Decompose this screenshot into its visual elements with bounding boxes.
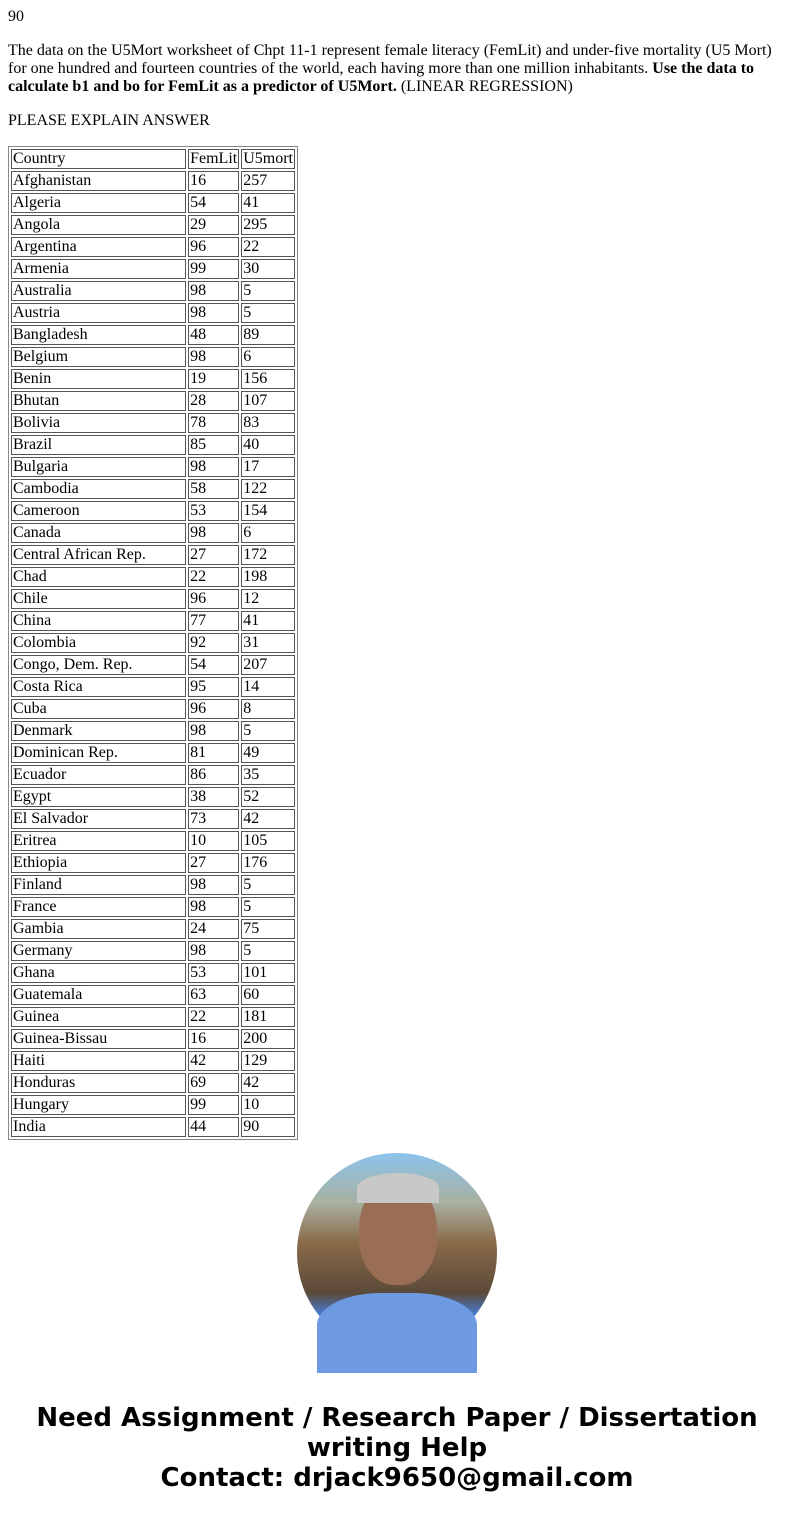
cell-country: Cambodia — [11, 479, 186, 499]
cell-u5mort: 5 — [241, 875, 295, 895]
table-row — [11, 743, 295, 763]
cell-country: Costa Rica — [11, 677, 186, 697]
table-row — [11, 171, 295, 191]
table-row — [11, 831, 295, 851]
cell-country: Eritrea — [11, 831, 186, 851]
table-row — [11, 1007, 295, 1027]
table-row — [11, 985, 295, 1005]
cell-femlit: 58 — [188, 479, 239, 499]
cell-country: Dominican Rep. — [11, 743, 186, 763]
table-row — [11, 699, 295, 719]
cell-country: Bangladesh — [11, 325, 186, 345]
cell-country: Benin — [11, 369, 186, 389]
cell-femlit: 85 — [188, 435, 239, 455]
table-row — [11, 435, 295, 455]
cell-femlit: 98 — [188, 523, 239, 543]
cell-femlit: 98 — [188, 281, 239, 301]
table-row — [11, 215, 295, 235]
cell-u5mort: 75 — [241, 919, 295, 939]
cell-country: Australia — [11, 281, 186, 301]
cell-country: India — [11, 1117, 186, 1137]
table-header-row — [11, 149, 295, 169]
cell-u5mort: 10 — [241, 1095, 295, 1115]
cell-u5mort: 90 — [241, 1117, 295, 1137]
table-row — [11, 941, 295, 961]
cell-femlit: 63 — [188, 985, 239, 1005]
cell-femlit: 96 — [188, 237, 239, 257]
cell-country: Colombia — [11, 633, 186, 653]
table-row — [11, 369, 295, 389]
cell-country: Canada — [11, 523, 186, 543]
cell-femlit: 77 — [188, 611, 239, 631]
table-row — [11, 545, 295, 565]
cell-country: Gambia — [11, 919, 186, 939]
cell-femlit: 24 — [188, 919, 239, 939]
cell-femlit: 96 — [188, 699, 239, 719]
table-row — [11, 281, 295, 301]
table-row — [11, 655, 295, 675]
footer-line1: Need Assignment / Research Paper / Dissertation writing Help — [36, 1403, 758, 1463]
cell-country: Germany — [11, 941, 186, 961]
cell-u5mort: 176 — [241, 853, 295, 873]
cell-femlit: 38 — [188, 787, 239, 807]
cell-femlit: 95 — [188, 677, 239, 697]
cell-country: Chad — [11, 567, 186, 587]
table-row — [11, 457, 295, 477]
cell-femlit: 99 — [188, 1095, 239, 1115]
cell-femlit: 98 — [188, 721, 239, 741]
cell-u5mort: 295 — [241, 215, 295, 235]
table-row — [11, 677, 295, 697]
cell-country: Bolivia — [11, 413, 186, 433]
table-row — [11, 633, 295, 653]
table-row — [11, 1117, 295, 1137]
table-row — [11, 963, 295, 983]
cell-u5mort: 257 — [241, 171, 295, 191]
cell-u5mort: 83 — [241, 413, 295, 433]
cell-country: Algeria — [11, 193, 186, 213]
table-row — [11, 787, 295, 807]
table-row — [11, 237, 295, 257]
cell-u5mort: 181 — [241, 1007, 295, 1027]
cell-femlit: 98 — [188, 303, 239, 323]
data-table — [8, 146, 298, 1140]
cell-u5mort: 30 — [241, 259, 295, 279]
cell-femlit: 54 — [188, 193, 239, 213]
cell-country: France — [11, 897, 186, 917]
table-row — [11, 523, 295, 543]
intro-text: The data on the U5Mort worksheet of Chpt 11-1 represent female literacy (FemLit) and under-five mortality (U5 Mort) for one hundred and fourteen countries of the world, each having more than one million inhabitants. — [8, 42, 772, 77]
table-row — [11, 809, 295, 829]
cell-u5mort: 17 — [241, 457, 295, 477]
cell-country: Haiti — [11, 1051, 186, 1071]
cell-femlit: 78 — [188, 413, 239, 433]
cell-country: Ethiopia — [11, 853, 186, 873]
table-row — [11, 479, 295, 499]
cell-u5mort: 207 — [241, 655, 295, 675]
cell-femlit: 22 — [188, 567, 239, 587]
cell-u5mort: 5 — [241, 281, 295, 301]
cell-femlit: 28 — [188, 391, 239, 411]
cell-country: Cameroon — [11, 501, 186, 521]
instruction: PLEASE EXPLAIN ANSWER — [8, 112, 210, 129]
cell-femlit: 54 — [188, 655, 239, 675]
cell-u5mort: 41 — [241, 611, 295, 631]
cell-country: Armenia — [11, 259, 186, 279]
cell-country: Cuba — [11, 699, 186, 719]
cell-u5mort: 42 — [241, 1073, 295, 1093]
table-row — [11, 611, 295, 631]
cell-u5mort: 107 — [241, 391, 295, 411]
cell-u5mort: 6 — [241, 347, 295, 367]
cell-country: Guinea-Bissau — [11, 1029, 186, 1049]
cell-u5mort: 12 — [241, 589, 295, 609]
cell-u5mort: 198 — [241, 567, 295, 587]
cell-femlit: 16 — [188, 171, 239, 191]
cell-u5mort: 200 — [241, 1029, 295, 1049]
cell-country: Honduras — [11, 1073, 186, 1093]
cell-country: Guatemala — [11, 985, 186, 1005]
cell-u5mort: 5 — [241, 721, 295, 741]
cell-femlit: 53 — [188, 963, 239, 983]
cell-femlit: 98 — [188, 457, 239, 477]
table-row — [11, 897, 295, 917]
cell-country: Ecuador — [11, 765, 186, 785]
cell-country: Brazil — [11, 435, 186, 455]
table-row — [11, 1073, 295, 1093]
cell-country: Country — [11, 149, 186, 169]
table-row — [11, 1051, 295, 1071]
table-row — [11, 1029, 295, 1049]
cell-femlit: 42 — [188, 1051, 239, 1071]
cell-country: Finland — [11, 875, 186, 895]
cell-femlit: 99 — [188, 259, 239, 279]
cell-femlit: 53 — [188, 501, 239, 521]
table-row — [11, 853, 295, 873]
cell-u5mort: 122 — [241, 479, 295, 499]
cell-country: Austria — [11, 303, 186, 323]
cell-femlit: 48 — [188, 325, 239, 345]
cell-u5mort: 31 — [241, 633, 295, 653]
cell-u5mort: 154 — [241, 501, 295, 521]
cell-femlit: FemLit — [190, 150, 238, 167]
cell-u5mort: 14 — [241, 677, 295, 697]
table-row — [11, 875, 295, 895]
cell-country: Central African Rep. — [11, 545, 186, 565]
cell-femlit: 22 — [188, 1007, 239, 1027]
table-row — [11, 413, 295, 433]
table-row — [11, 1095, 295, 1115]
cell-u5mort: 89 — [241, 325, 295, 345]
table-row — [11, 765, 295, 785]
cell-u5mort: 5 — [241, 897, 295, 917]
cell-femlit: 86 — [188, 765, 239, 785]
cell-u5mort: 101 — [241, 963, 295, 983]
cell-u5mort: 60 — [241, 985, 295, 1005]
table-row — [11, 501, 295, 521]
table-row — [11, 303, 295, 323]
cell-country: El Salvador — [11, 809, 186, 829]
cell-country: Argentina — [11, 237, 186, 257]
cell-country: Denmark — [11, 721, 186, 741]
cell-u5mort: 52 — [241, 787, 295, 807]
cell-country: Hungary — [11, 1095, 186, 1115]
cell-u5mort: 41 — [241, 193, 295, 213]
cell-u5mort: U5mort — [243, 150, 293, 167]
cell-u5mort: 40 — [241, 435, 295, 455]
cell-femlit: 98 — [188, 897, 239, 917]
cell-u5mort: 22 — [241, 237, 295, 257]
data-table-container — [8, 146, 298, 1135]
cell-country: Congo, Dem. Rep. — [11, 655, 186, 675]
question-number: 90 — [8, 8, 24, 25]
cell-u5mort: 5 — [241, 303, 295, 323]
table-row — [11, 721, 295, 741]
cell-u5mort: 129 — [241, 1051, 295, 1071]
cell-u5mort: 5 — [241, 941, 295, 961]
cell-country: Bulgaria — [11, 457, 186, 477]
cell-femlit: 10 — [188, 831, 239, 851]
table-row — [11, 919, 295, 939]
table-row — [11, 325, 295, 345]
cell-country: Bhutan — [11, 391, 186, 411]
intro-bold-text: Use the data to calculate b1 and bo for FemLit as a predictor of U5Mort. — [8, 60, 755, 95]
cell-femlit: 73 — [188, 809, 239, 829]
cell-femlit: 98 — [188, 875, 239, 895]
intro-tail-text: (LINEAR REGRESSION) — [396, 78, 573, 95]
cell-femlit: 16 — [188, 1029, 239, 1049]
cell-femlit: 98 — [188, 941, 239, 961]
cell-femlit: 19 — [188, 369, 239, 389]
cell-country: Angola — [11, 215, 186, 235]
cell-u5mort: 6 — [241, 523, 295, 543]
cell-u5mort: 172 — [241, 545, 295, 565]
cell-femlit: 27 — [188, 545, 239, 565]
table-row — [11, 589, 295, 609]
cell-country: Egypt — [11, 787, 186, 807]
table-row — [11, 567, 295, 587]
cell-femlit: 96 — [188, 589, 239, 609]
cell-u5mort: 156 — [241, 369, 295, 389]
cell-country: Belgium — [11, 347, 186, 367]
cell-u5mort: 8 — [241, 699, 295, 719]
cell-femlit: 81 — [188, 743, 239, 763]
cell-femlit: 29 — [188, 215, 239, 235]
cell-femlit: 27 — [188, 853, 239, 873]
cell-country: Ghana — [11, 963, 186, 983]
cell-country: Guinea — [11, 1007, 186, 1027]
cell-u5mort: 49 — [241, 743, 295, 763]
table-row — [11, 347, 295, 367]
question-text — [8, 42, 786, 96]
cell-femlit: 92 — [188, 633, 239, 653]
table-row — [11, 391, 295, 411]
footer-ad — [0, 1403, 794, 1493]
cell-u5mort: 105 — [241, 831, 295, 851]
cell-u5mort: 35 — [241, 765, 295, 785]
table-row — [11, 193, 295, 213]
author-photo — [297, 1153, 497, 1353]
cell-femlit: 44 — [188, 1117, 239, 1137]
table-row — [11, 259, 295, 279]
cell-u5mort: 42 — [241, 809, 295, 829]
cell-femlit: 98 — [188, 347, 239, 367]
footer-contact: Contact: drjack9650@gmail.com — [160, 1463, 634, 1493]
cell-femlit: 69 — [188, 1073, 239, 1093]
cell-country: China — [11, 611, 186, 631]
cell-country: Chile — [11, 589, 186, 609]
cell-country: Afghanistan — [11, 171, 186, 191]
